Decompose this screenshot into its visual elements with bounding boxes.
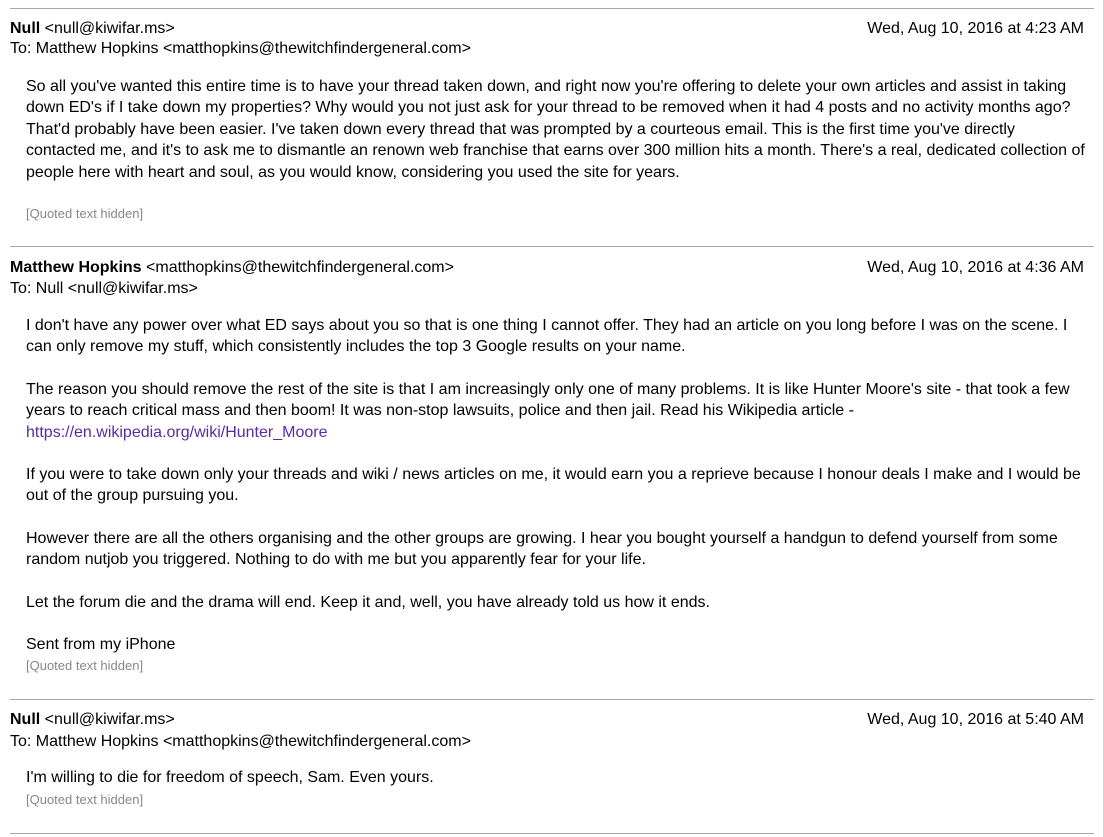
sender-name: Matthew Hopkins [10, 259, 142, 276]
recipient-line: To: Null <null@kiwifar.ms> [10, 280, 198, 297]
message-body-paragraph: I don't have any power over what ED says about you so that is one thing I cannot offer. They had an article on you long before I was on the scene. I can only remove my stuff, which consistently includes the top 3 Google results on your name. [26, 317, 1068, 356]
message-body-paragraph: I'm willing to die for freedom of speech, Sam. Even yours. [26, 769, 434, 786]
recipient-line: To: Matthew Hopkins <matthopkins@thewitchfindergeneral.com> [10, 733, 471, 750]
message-divider [10, 8, 1094, 9]
sender-email: <null@kiwifar.ms> [44, 711, 175, 728]
message-date: Wed, Aug 10, 2016 at 4:23 AM [867, 20, 1084, 37]
message-header[interactable] [10, 257, 1094, 279]
message-divider [10, 699, 1094, 700]
message-divider [10, 833, 1094, 834]
sender-name: Null [10, 20, 41, 37]
message-body-paragraph: However there are all the others organising and the other groups are growing. I hear you bought yourself a handgun to defend yourself from some random nutjob you triggered. Nothing to do with me but you apparently fear for your life. [26, 530, 1058, 569]
quoted-text-toggle[interactable]: [Quoted text hidden] [26, 792, 144, 807]
message-signature: Sent from my iPhone [26, 636, 176, 653]
message-date: Wed, Aug 10, 2016 at 4:36 AM [867, 259, 1084, 276]
sender-name: Null [10, 711, 41, 728]
sender-email: <null@kiwifar.ms> [44, 20, 175, 37]
message-header[interactable] [10, 18, 1094, 40]
quoted-text-toggle[interactable]: [Quoted text hidden] [26, 658, 144, 673]
message-body-paragraph: If you were to take down only your threads and wiki / news articles on me, it would earn you a reprieve because I honour deals I make and I would be out of the group pursuing you. [26, 466, 1081, 505]
wikipedia-link[interactable]: https://en.wikipedia.org/wiki/Hunter_Moore [26, 423, 328, 441]
message-body-paragraph [26, 379, 1088, 443]
recipient-line: To: Matthew Hopkins <matthopkins@thewitchfindergeneral.com> [10, 40, 471, 57]
sender-email: <matthopkins@thewitchfindergeneral.com> [146, 259, 454, 276]
message-date: Wed, Aug 10, 2016 at 5:40 AM [867, 711, 1084, 728]
message-header[interactable] [10, 709, 1094, 731]
message-divider [10, 246, 1094, 247]
quoted-text-toggle[interactable]: [Quoted text hidden] [26, 206, 144, 221]
paragraph-text: The reason you should remove the rest of the site is that I am increasingly only one of many problems. It is like Hunter Moore's site - that took a few years to reach critical mass and then boom! It was non-stop lawsuits, police and then jail. Read his Wikipedia article - [26, 381, 1070, 420]
message-body-paragraph: So all you've wanted this entire time is to have your thread taken down, and right now you're offering to delete your own articles and assist in taking down ED's if I take down my properties? Why would you not just ask for your thread to be removed when it had 4 posts and no activity months ago? That'd probably have been easier. I've taken down every thread that was prompted by a courteous email. This is the first time you've directly contacted me, and it's to ask me to dismantle an renown web franchise that earns over 300 million hits a month. There's a real, dedicated collection of people here with heart and soul, as you would know, considering you used the site for years. [26, 78, 1085, 181]
message-body-paragraph: Let the forum die and the drama will end. Keep it and, well, you have already told us how it ends. [26, 594, 710, 611]
